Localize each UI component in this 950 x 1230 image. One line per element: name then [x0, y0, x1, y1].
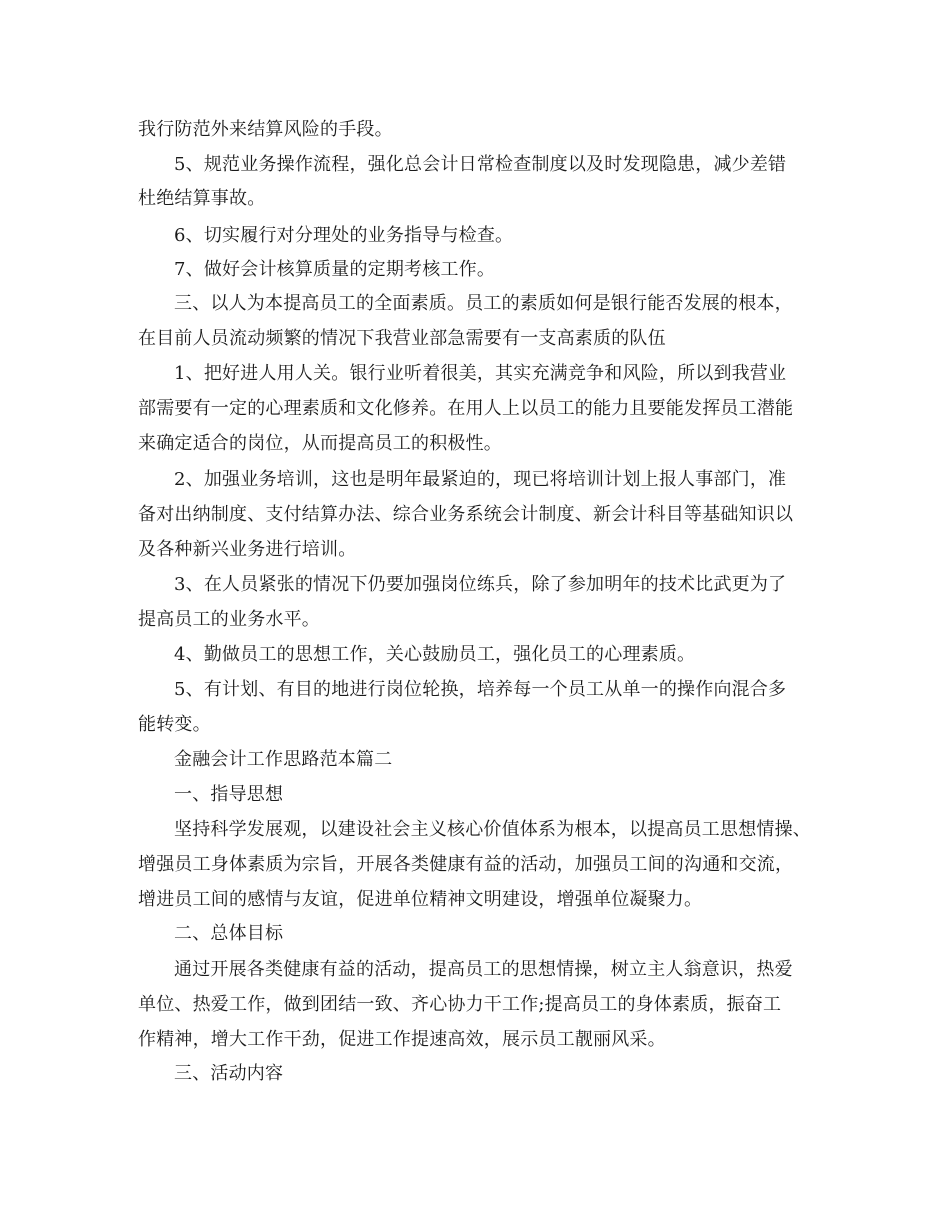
text-line: 作精神，增大工作干劲，促进工作提速高效，展示员工靓丽风采。	[138, 1029, 666, 1050]
text-line: 坚持科学发展观，以建设社会主义核心价值体系为根本，以提高员工思想情操、	[174, 819, 811, 840]
text-line: 7、做好会计核算质量的定期考核工作。	[174, 259, 496, 280]
section-heading: 二、总体目标	[174, 923, 284, 944]
text-line: 提高员工的业务水平。	[138, 609, 320, 630]
text-line: 能转变。	[138, 714, 211, 735]
text-line: 4、勤做员工的思想工作，关心鼓励员工，强化员工的心理素质。	[174, 644, 696, 665]
text-line: 5、有计划、有目的地进行岗位轮换，培养每一个员工从单一的操作向混合多	[174, 679, 787, 700]
text-line: 5、规范业务操作流程，强化总会计日常检查制度以及时发现隐患，减少差错	[174, 154, 787, 175]
text-line: 在目前人员流动频繁的情况下我营业部急需要有一支高素质的队伍	[138, 328, 666, 349]
section-heading: 三、活动内容	[174, 1063, 284, 1084]
text-line: 三、以人为本提高员工的全面素质。员工的素质如何是银行能否发展的根本，	[174, 293, 793, 314]
text-line: 单位、热爱工作，做到团结一致、齐心协力干工作;提高员工的身体素质，振奋工	[138, 994, 782, 1015]
text-line: 3、在人员紧张的情况下仍要加强岗位练兵，除了参加明年的技术比武更为了	[174, 574, 787, 595]
text-line: 1、把好进人用人关。银行业听着很美，其实充满竞争和风险，所以到我营业	[174, 363, 787, 384]
section-heading: 金融会计工作思路范本篇二	[174, 749, 393, 770]
text-line: 部需要有一定的心理素质和文化修养。在用人上以员工的能力且要能发挥员工潜能	[138, 398, 794, 419]
text-line: 通过开展各类健康有益的活动，提高员工的思想情操，树立主人翁意识，热爱	[174, 959, 793, 980]
text-line: 我行防范外来结算风险的手段。	[138, 119, 393, 140]
section-heading: 一、指导思想	[174, 784, 284, 805]
text-line: 来确定适合的岗位，从而提高员工的积极性。	[138, 433, 502, 454]
text-line: 增强员工身体素质为宗旨，开展各类健康有益的活动，加强员工间的沟通和交流，	[138, 854, 794, 875]
text-line: 6、切实履行对分理处的业务指导与检查。	[174, 225, 514, 246]
text-line: 增进员工间的感情与友谊，促进单位精神文明建设，增强单位凝聚力。	[138, 889, 703, 910]
text-line: 2、加强业务培训，这也是明年最紧迫的，现已将培训计划上报人事部门，准	[174, 469, 787, 490]
text-line: 杜绝结算事故。	[138, 188, 266, 209]
text-line: 备对出纳制度、支付结算办法、综合业务系统会计制度、新会计科目等基础知识以	[138, 504, 794, 525]
text-line: 及各种新兴业务进行培训。	[138, 539, 357, 560]
